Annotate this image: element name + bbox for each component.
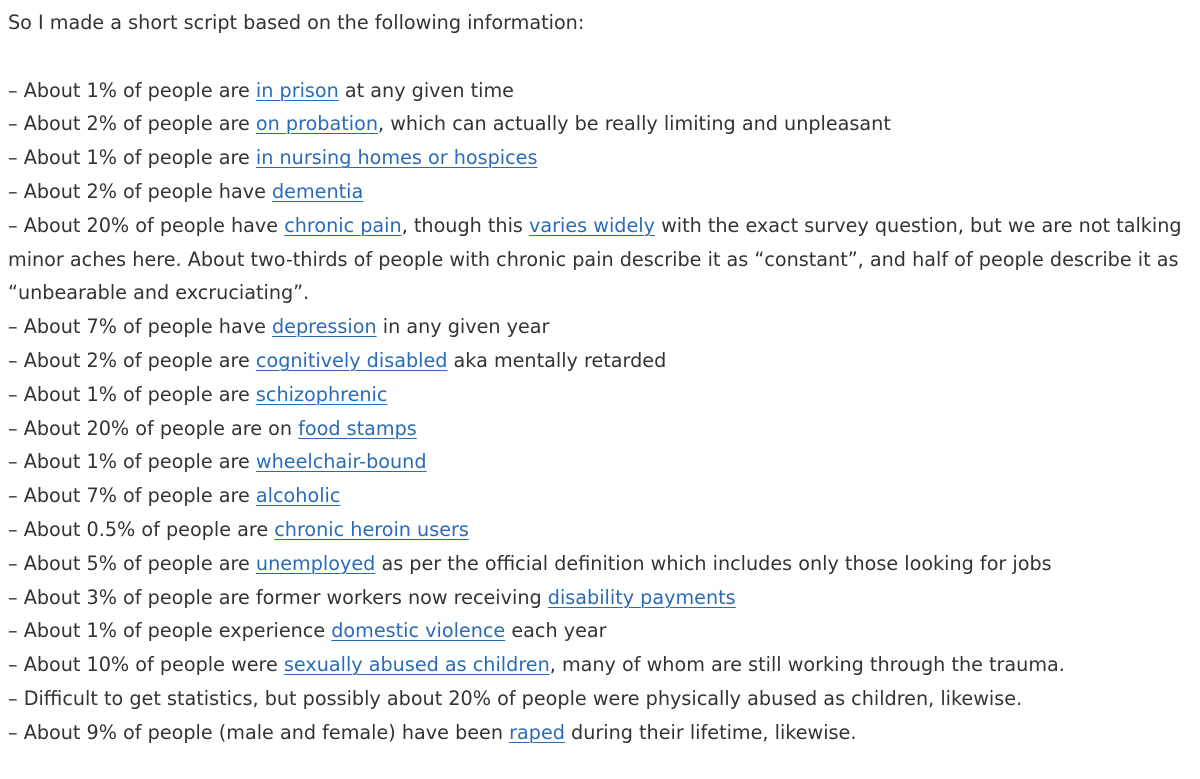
list-item (8, 445, 1194, 479)
item-text: , many of whom are still working through the trauma. (549, 653, 1065, 677)
source-link[interactable]: chronic heroin users (274, 517, 469, 541)
item-text: , though this (401, 213, 530, 237)
item-text: – About 3% of people are former workers now receiving (8, 585, 548, 609)
source-link[interactable]: dementia (271, 179, 364, 203)
source-link[interactable]: schizophrenic (255, 382, 388, 406)
source-link[interactable]: unemployed (255, 551, 376, 575)
list-item (8, 716, 1194, 750)
source-link[interactable]: domestic violence (331, 619, 506, 643)
item-text: – About 7% of people are (8, 484, 256, 508)
item-text: – About 1% of people experience (8, 619, 332, 643)
source-link[interactable]: wheelchair-bound (255, 450, 427, 474)
item-text: each year (505, 619, 607, 643)
source-link[interactable]: disability payments (547, 585, 736, 609)
item-text: in any given year (376, 315, 550, 339)
item-text: – About 5% of people are (8, 551, 256, 575)
list-item (8, 74, 1194, 108)
item-text: with the exact survey question, but we are not talking minor aches here. About two-thirds of people with chronic pain describe it as “constant”, and half of people describe it as “unbearable and excruciating”. (8, 213, 1182, 305)
list-item (8, 344, 1194, 378)
item-text: – About 9% of people (male and female) have been (8, 720, 510, 744)
article-body (8, 6, 1194, 750)
item-text: – About 1% of people are (8, 450, 256, 474)
list-item (8, 310, 1194, 344)
blank-line (8, 40, 1194, 74)
item-text: as per the official definition which includes only those looking for jobs (375, 551, 1052, 575)
list-item (8, 141, 1194, 175)
item-text: – About 10% of people were (8, 653, 284, 677)
item-text: – About 2% of people are (8, 112, 256, 136)
item-text: , which can actually be really limiting and unpleasant (378, 112, 891, 136)
intro-paragraph: So I made a short script based on the following information: (8, 11, 585, 34)
list-item (8, 479, 1194, 513)
list-item (8, 682, 1194, 716)
list-item (8, 107, 1194, 141)
item-text: – Difficult to get statistics, but possibly about 20% of people were physically abused as children, likewise. (8, 686, 1023, 710)
item-text: – About 2% of people have (8, 179, 272, 203)
source-link[interactable]: on probation (255, 112, 378, 136)
source-link[interactable]: sexually abused as children (283, 653, 550, 677)
list-item (8, 378, 1194, 412)
source-link[interactable]: cognitively disabled (255, 348, 448, 372)
item-text: – About 2% of people are (8, 348, 256, 372)
item-text: – About 20% of people are on (8, 416, 299, 440)
source-link[interactable]: raped (509, 720, 565, 744)
list-item (8, 648, 1194, 682)
source-link[interactable]: depression (271, 315, 377, 339)
list-item (8, 412, 1194, 446)
list-item (8, 209, 1194, 310)
item-text: – About 1% of people are (8, 146, 256, 170)
item-text: during their lifetime, likewise. (564, 720, 857, 744)
item-text: – About 1% of people are (8, 78, 256, 102)
list-item (8, 614, 1194, 648)
item-text: – About 7% of people have (8, 315, 272, 339)
item-text: – About 20% of people have (8, 213, 285, 237)
source-link[interactable]: varies widely (529, 213, 655, 237)
statistics-list (8, 74, 1194, 750)
source-link[interactable]: alcoholic (255, 484, 341, 508)
item-text: aka mentally retarded (447, 348, 667, 372)
source-link[interactable]: chronic pain (284, 213, 402, 237)
source-link[interactable]: food stamps (298, 416, 417, 440)
source-link[interactable]: in nursing homes or hospices (255, 146, 538, 170)
source-link[interactable]: in prison (255, 78, 339, 102)
list-item (8, 547, 1194, 581)
item-text: – About 0.5% of people are (8, 517, 275, 541)
list-item (8, 175, 1194, 209)
item-text: – About 1% of people are (8, 382, 256, 406)
list-item (8, 513, 1194, 547)
list-item (8, 581, 1194, 615)
item-text: at any given time (338, 78, 514, 102)
